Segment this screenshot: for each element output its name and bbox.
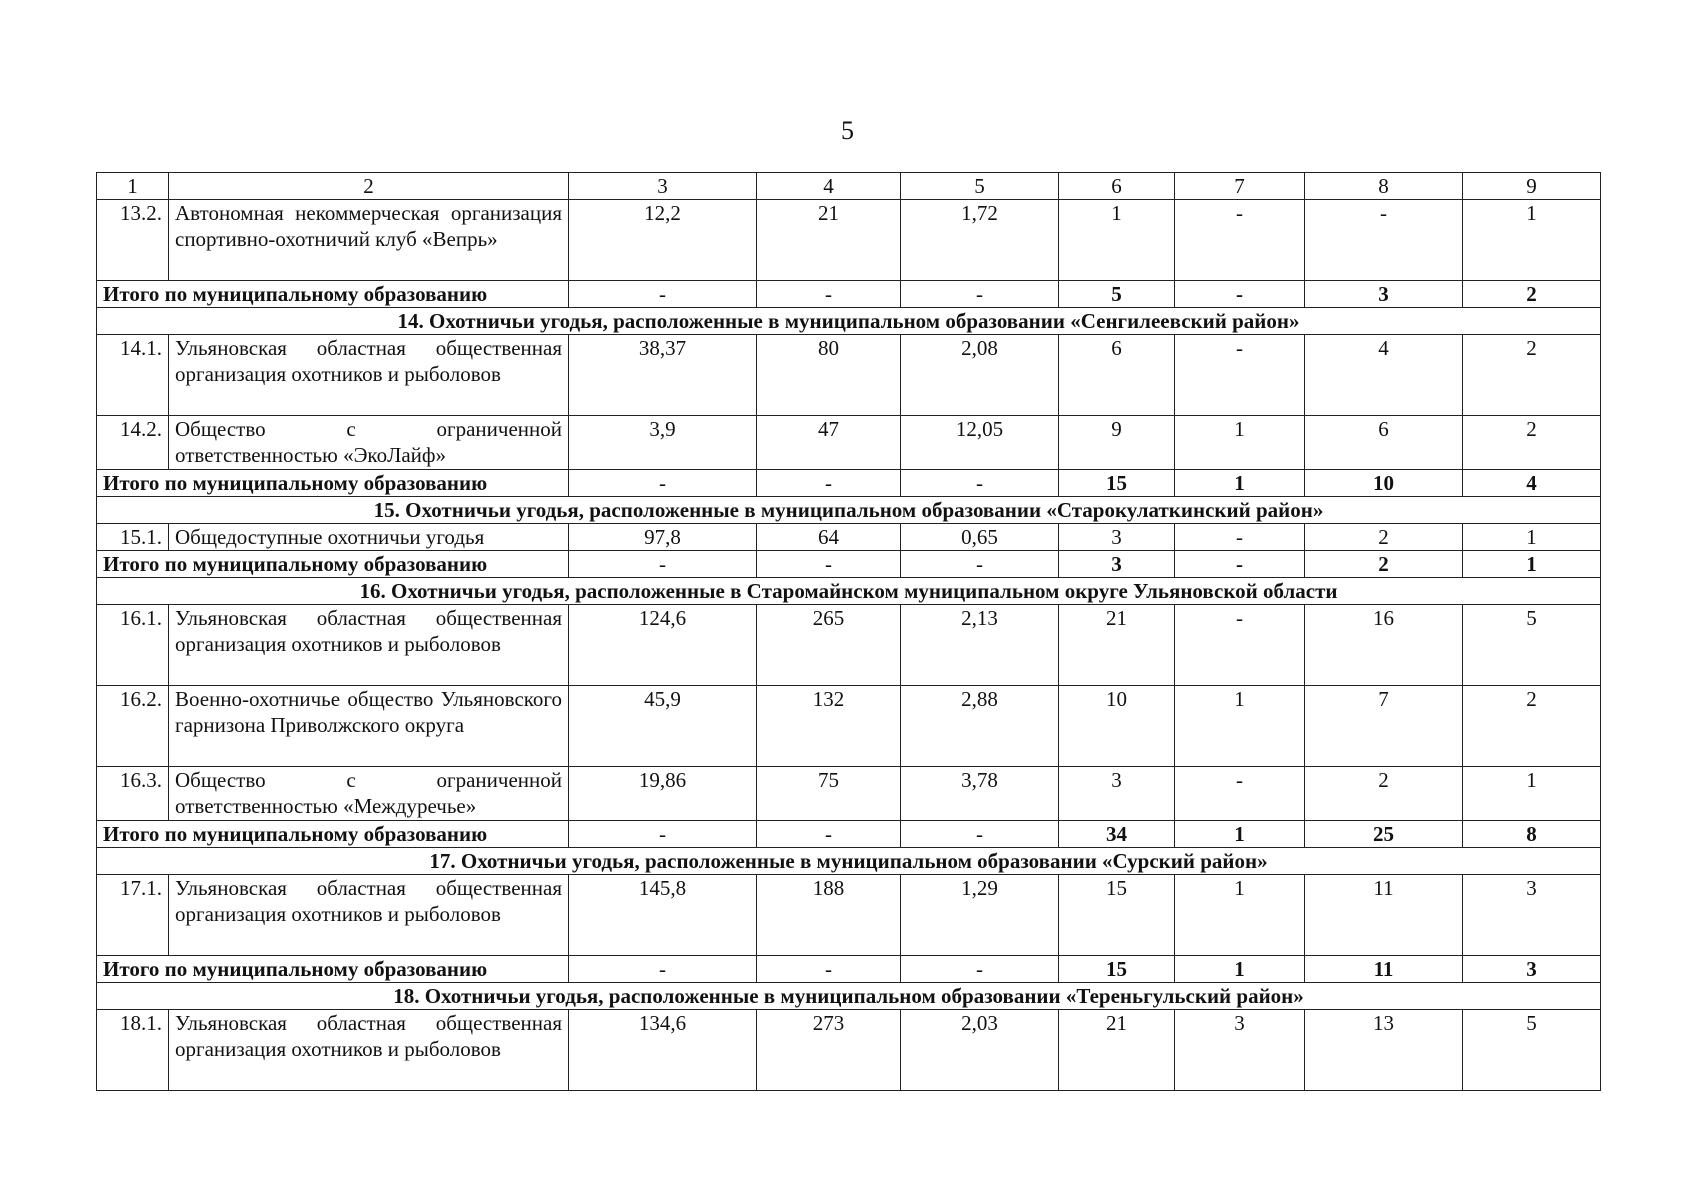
organization-name-cell: Военно-охотничье общество Ульяновского гарнизона Приволжского округа — [169, 686, 569, 767]
column-number-cell: 9 — [1463, 173, 1601, 200]
value-cell: 12,2 — [569, 200, 757, 281]
value-cell: 3 — [1059, 767, 1175, 821]
total-value-cell: 4 — [1463, 470, 1601, 497]
value-cell: 6 — [1305, 416, 1463, 470]
value-cell: 11 — [1305, 875, 1463, 956]
row-number-cell: 16.1. — [97, 605, 169, 686]
total-value-cell: - — [901, 821, 1059, 848]
row-number-cell: 14.1. — [97, 335, 169, 416]
total-value-cell: - — [901, 956, 1059, 983]
section-heading-row — [97, 308, 1601, 335]
value-cell: 1 — [1463, 200, 1601, 281]
table-row — [97, 686, 1601, 767]
section-heading: 15. Охотничьи угодья, расположенные в муниципальном образовании «Старокулаткинский район» — [97, 497, 1601, 524]
table-row — [97, 767, 1601, 821]
value-cell: 64 — [757, 524, 901, 551]
total-value-cell: - — [569, 470, 757, 497]
column-number-cell: 8 — [1305, 173, 1463, 200]
total-value-cell: 8 — [1463, 821, 1601, 848]
value-cell: 45,9 — [569, 686, 757, 767]
section-heading: 14. Охотничьи угодья, расположенные в муниципальном образовании «Сенгилеевский район» — [97, 308, 1601, 335]
value-cell: 38,37 — [569, 335, 757, 416]
column-number-cell: 4 — [757, 173, 901, 200]
column-number-cell: 3 — [569, 173, 757, 200]
value-cell: 265 — [757, 605, 901, 686]
value-cell: 2 — [1305, 767, 1463, 821]
value-cell: 2 — [1463, 416, 1601, 470]
value-cell: 3 — [1463, 875, 1601, 956]
value-cell: 7 — [1305, 686, 1463, 767]
value-cell: - — [1175, 767, 1305, 821]
value-cell: 1,29 — [901, 875, 1059, 956]
total-row — [97, 470, 1601, 497]
value-cell: 19,86 — [569, 767, 757, 821]
value-cell: 2,88 — [901, 686, 1059, 767]
total-value-cell: 1 — [1175, 956, 1305, 983]
column-number-cell: 1 — [97, 173, 169, 200]
total-value-cell: - — [757, 281, 901, 308]
value-cell: 188 — [757, 875, 901, 956]
total-label: Итого по муниципальному образованию — [97, 551, 569, 578]
total-label: Итого по муниципальному образованию — [97, 470, 569, 497]
value-cell: 3 — [1059, 524, 1175, 551]
table-row — [97, 875, 1601, 956]
total-value-cell: 3 — [1059, 551, 1175, 578]
total-value-cell: - — [569, 956, 757, 983]
value-cell: 273 — [757, 1010, 901, 1091]
total-value-cell: 3 — [1305, 281, 1463, 308]
value-cell: 97,8 — [569, 524, 757, 551]
table-row — [97, 524, 1601, 551]
organization-name-cell: Ульяновская областная общественная организация охотников и рыболовов — [169, 605, 569, 686]
value-cell: 21 — [1059, 605, 1175, 686]
column-number-row — [97, 173, 1601, 200]
value-cell: 9 — [1059, 416, 1175, 470]
value-cell: 2 — [1305, 524, 1463, 551]
organization-name-cell: Ульяновская областная общественная организация охотников и рыболовов — [169, 1010, 569, 1091]
value-cell: 1 — [1175, 416, 1305, 470]
value-cell: 124,6 — [569, 605, 757, 686]
value-cell: 4 — [1305, 335, 1463, 416]
row-number-cell: 15.1. — [97, 524, 169, 551]
total-row — [97, 281, 1601, 308]
section-heading-row — [97, 983, 1601, 1010]
organization-name-cell: Автономная некоммерческая организация спортивно-охотничий клуб «Вепрь» — [169, 200, 569, 281]
total-value-cell: 1 — [1175, 470, 1305, 497]
total-value-cell: - — [1175, 281, 1305, 308]
total-value-cell: - — [901, 281, 1059, 308]
value-cell: - — [1175, 605, 1305, 686]
value-cell: - — [1305, 200, 1463, 281]
section-heading: 17. Охотничьи угодья, расположенные в муниципальном образовании «Сурский район» — [97, 848, 1601, 875]
value-cell: 3,9 — [569, 416, 757, 470]
value-cell: 15 — [1059, 875, 1175, 956]
total-label: Итого по муниципальному образованию — [97, 821, 569, 848]
value-cell: 2 — [1463, 686, 1601, 767]
total-value-cell: 10 — [1305, 470, 1463, 497]
total-value-cell: - — [569, 281, 757, 308]
table-row — [97, 605, 1601, 686]
total-row — [97, 551, 1601, 578]
value-cell: 1 — [1463, 524, 1601, 551]
value-cell: - — [1175, 200, 1305, 281]
total-value-cell: 3 — [1463, 956, 1601, 983]
value-cell: 10 — [1059, 686, 1175, 767]
section-heading-row — [97, 497, 1601, 524]
section-heading-row — [97, 848, 1601, 875]
total-value-cell: 5 — [1059, 281, 1175, 308]
total-value-cell: - — [757, 551, 901, 578]
section-heading: 18. Охотничьи угодья, расположенные в муниципальном образовании «Тереньгульский район» — [97, 983, 1601, 1010]
value-cell: 134,6 — [569, 1010, 757, 1091]
value-cell: 0,65 — [901, 524, 1059, 551]
table-row — [97, 416, 1601, 470]
value-cell: 75 — [757, 767, 901, 821]
value-cell: 1 — [1175, 686, 1305, 767]
organization-name-cell: Общество с ограниченной ответственностью «Междуречье» — [169, 767, 569, 821]
total-value-cell: 1 — [1175, 821, 1305, 848]
total-value-cell: 34 — [1059, 821, 1175, 848]
row-number-cell: 14.2. — [97, 416, 169, 470]
row-number-cell: 16.3. — [97, 767, 169, 821]
value-cell: 21 — [757, 200, 901, 281]
total-value-cell: - — [901, 470, 1059, 497]
table-row — [97, 200, 1601, 281]
row-number-cell: 16.2. — [97, 686, 169, 767]
value-cell: 2,08 — [901, 335, 1059, 416]
value-cell: 2,03 — [901, 1010, 1059, 1091]
total-value-cell: - — [569, 821, 757, 848]
total-value-cell: 2 — [1463, 281, 1601, 308]
total-value-cell: 2 — [1305, 551, 1463, 578]
value-cell: 80 — [757, 335, 901, 416]
value-cell: 1 — [1059, 200, 1175, 281]
column-number-cell: 7 — [1175, 173, 1305, 200]
organization-name-cell: Общедоступные охотничьи угодья — [169, 524, 569, 551]
value-cell: 1 — [1175, 875, 1305, 956]
value-cell: 16 — [1305, 605, 1463, 686]
total-value-cell: 25 — [1305, 821, 1463, 848]
total-row — [97, 821, 1601, 848]
column-number-cell: 6 — [1059, 173, 1175, 200]
value-cell: 6 — [1059, 335, 1175, 416]
total-row — [97, 956, 1601, 983]
value-cell: 13 — [1305, 1010, 1463, 1091]
value-cell: - — [1175, 335, 1305, 416]
total-value-cell: 15 — [1059, 470, 1175, 497]
value-cell: 145,8 — [569, 875, 757, 956]
total-value-cell: - — [901, 551, 1059, 578]
total-value-cell: 15 — [1059, 956, 1175, 983]
hunting-grounds-table — [96, 172, 1601, 1091]
value-cell: 3,78 — [901, 767, 1059, 821]
value-cell: 12,05 — [901, 416, 1059, 470]
total-value-cell: - — [569, 551, 757, 578]
value-cell: 132 — [757, 686, 901, 767]
value-cell: 2 — [1463, 335, 1601, 416]
total-label: Итого по муниципальному образованию — [97, 956, 569, 983]
organization-name-cell: Ульяновская областная общественная организация охотников и рыболовов — [169, 875, 569, 956]
value-cell: 2,13 — [901, 605, 1059, 686]
value-cell: 1 — [1463, 767, 1601, 821]
total-value-cell: 11 — [1305, 956, 1463, 983]
total-value-cell: 1 — [1463, 551, 1601, 578]
value-cell: 5 — [1463, 605, 1601, 686]
total-label: Итого по муниципальному образованию — [97, 281, 569, 308]
value-cell: 21 — [1059, 1010, 1175, 1091]
total-value-cell: - — [757, 470, 901, 497]
organization-name-cell: Ульяновская областная общественная организация охотников и рыболовов — [169, 335, 569, 416]
section-heading-row — [97, 578, 1601, 605]
row-number-cell: 17.1. — [97, 875, 169, 956]
page-number: 5 — [841, 116, 854, 145]
value-cell: 47 — [757, 416, 901, 470]
column-number-cell: 2 — [169, 173, 569, 200]
row-number-cell: 18.1. — [97, 1010, 169, 1091]
organization-name-cell: Общество с ограниченной ответственностью «ЭкоЛайф» — [169, 416, 569, 470]
row-number-cell: 13.2. — [97, 200, 169, 281]
column-number-cell: 5 — [901, 173, 1059, 200]
table-row — [97, 335, 1601, 416]
table-row — [97, 1010, 1601, 1091]
total-value-cell: - — [1175, 551, 1305, 578]
section-heading: 16. Охотничьи угодья, расположенные в Старомайнском муниципальном округе Ульяновской области — [97, 578, 1601, 605]
value-cell: 3 — [1175, 1010, 1305, 1091]
total-value-cell: - — [757, 956, 901, 983]
value-cell: 1,72 — [901, 200, 1059, 281]
value-cell: 5 — [1463, 1010, 1601, 1091]
total-value-cell: - — [757, 821, 901, 848]
value-cell: - — [1175, 524, 1305, 551]
